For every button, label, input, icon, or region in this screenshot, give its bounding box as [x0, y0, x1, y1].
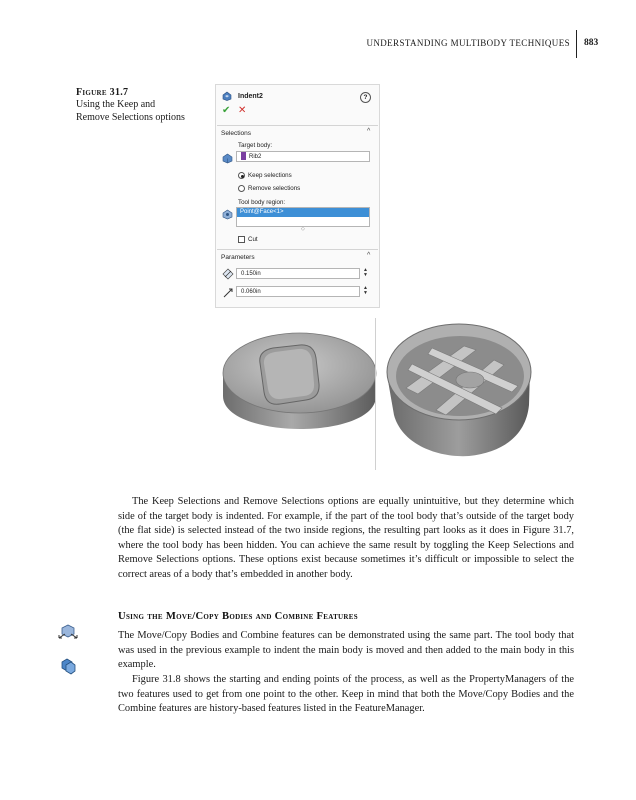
remove-selections-label: Remove selections — [248, 185, 301, 192]
target-body-field[interactable] — [236, 151, 370, 162]
body-paragraph-1: The Keep Selections and Remove Selections options are equally unintuitive, but they determine which side of the target body is indented. For example, if the part of the tool body that’s outside of the target body (the flat side) is selected instead of the two inside regions, the resulting part looks as it does in Figure 31.7, where the tool body has been hidden. You can achieve the same result by toggling the Keep Selections and Remove Selections options. These options exist because sometimes it’s difficult or impossible to select the correct areas of a body that’s embedded in another body. — [118, 496, 574, 580]
move-copy-bodies-icon — [58, 624, 78, 642]
clearance-icon — [222, 287, 234, 299]
cancel-button[interactable]: ✕ — [238, 105, 247, 116]
cut-label: Cut — [248, 236, 258, 243]
body-color-swatch — [241, 152, 246, 160]
target-body-icon — [222, 153, 233, 164]
tool-body-region-label: Tool body region: — [238, 199, 286, 206]
body-paragraph-2: The Move/Copy Bodies and Combine features can be demonstrated using the same part. The tool body that was used in the previous example to indent the main body is moved and then added to the main body in this example. — [118, 630, 574, 671]
body-paragraph-3: Figure 31.8 shows the starting and ending points of the process, as well as the PropertyManagers of the two features used to get from one point to the other. Keep in mind that both the Move/Copy Bodies and the Combine features are history-based features listed in the FeatureManager. — [118, 674, 574, 715]
thickness-input[interactable]: 0.150in — [236, 268, 360, 279]
keep-selections-radio[interactable] — [238, 172, 245, 179]
running-header: UNDERSTANDING MULTIBODY TECHNIQUES — [366, 38, 570, 48]
section-divider — [217, 249, 378, 250]
tool-region-icon — [222, 209, 233, 220]
target-body-value: Rib2 — [249, 154, 262, 160]
thickness-spinner[interactable]: ▲ ▼ — [363, 267, 368, 278]
thickness-icon — [222, 268, 234, 280]
cut-checkbox[interactable] — [238, 236, 245, 243]
section-heading: Using the Move/Copy Bodies and Combine Features — [118, 611, 358, 622]
selections-heading: Selections — [221, 130, 251, 137]
combine-icon — [60, 657, 76, 675]
parameters-heading: Parameters — [221, 254, 255, 261]
indent-feature-icon — [222, 91, 232, 101]
clearance-input[interactable]: 0.060in — [236, 286, 360, 297]
keep-selections-label: Keep selections — [248, 172, 292, 179]
clearance-spinner[interactable]: ▲ ▼ — [363, 285, 368, 296]
chevron-up-icon[interactable]: ^ — [367, 128, 371, 135]
list-resize-handle[interactable]: ◇ — [301, 226, 305, 232]
chevron-up-icon[interactable]: ^ — [367, 252, 371, 259]
help-icon[interactable]: ? — [360, 92, 371, 103]
tool-region-selected-item[interactable]: Point@Face<1> — [237, 208, 369, 217]
remove-selections-radio[interactable] — [238, 185, 245, 192]
ok-button[interactable]: ✔ — [222, 105, 231, 116]
figure-label: Figure 31.7 — [76, 87, 129, 98]
part-render-ribbed-inside — [384, 320, 534, 460]
tool-body-region-list[interactable] — [236, 207, 370, 227]
page-number: 883 — [584, 38, 599, 48]
section-divider — [217, 125, 378, 126]
figure-caption: Using the Keep and Remove Selections options — [76, 99, 185, 123]
part-render-indented-top — [218, 318, 380, 430]
header-divider — [576, 30, 577, 58]
target-body-label: Target body: — [238, 142, 273, 149]
panel-title: Indent2 — [238, 93, 263, 100]
indent-property-manager — [215, 84, 380, 308]
image-divider — [375, 318, 376, 470]
